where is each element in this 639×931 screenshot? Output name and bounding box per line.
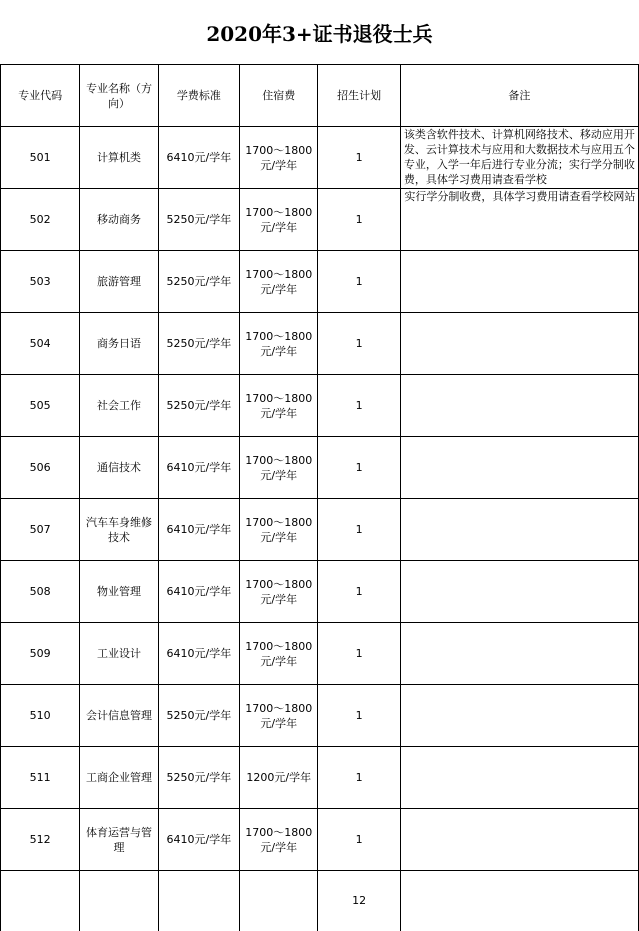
cell-code: 502 xyxy=(1,189,80,251)
empty-cell xyxy=(80,871,158,931)
table-row xyxy=(1,499,639,561)
total-plan: 12 xyxy=(318,871,400,931)
cell-code: 512 xyxy=(1,809,80,871)
table-row xyxy=(1,189,639,251)
cell-notes xyxy=(400,685,638,747)
cell-code: 501 xyxy=(1,127,80,189)
cell-code: 506 xyxy=(1,437,80,499)
table-row xyxy=(1,623,639,685)
cell-plan: 1 xyxy=(318,623,400,685)
cell-name: 计算机类 xyxy=(80,127,158,189)
cell-notes xyxy=(400,561,638,623)
header-name: 专业名称（方向） xyxy=(80,65,158,127)
cell-notes xyxy=(400,499,638,561)
table-row xyxy=(1,561,639,623)
cell-notes xyxy=(400,313,638,375)
cell-lodging: 1700～1800元/学年 xyxy=(240,437,318,499)
cell-code: 509 xyxy=(1,623,80,685)
cell-tuition: 6410元/学年 xyxy=(158,809,239,871)
header-row xyxy=(1,65,639,127)
cell-lodging: 1700～1800元/学年 xyxy=(240,685,318,747)
cell-name: 移动商务 xyxy=(80,189,158,251)
cell-notes: 该类含软件技术、计算机网络技术、移动应用开发、云计算技术与应用和大数据技术与应用五个专业，入学一年后进行专业分流；实行学分制收费，具体学习费用请查看学校 xyxy=(400,127,638,189)
cell-code: 511 xyxy=(1,747,80,809)
cell-plan: 1 xyxy=(318,251,400,313)
cell-tuition: 5250元/学年 xyxy=(158,375,239,437)
cell-lodging: 1700～1800元/学年 xyxy=(240,189,318,251)
table-row xyxy=(1,747,639,809)
cell-lodging: 1700～1800元/学年 xyxy=(240,127,318,189)
cell-notes xyxy=(400,375,638,437)
cell-plan: 1 xyxy=(318,375,400,437)
cell-tuition: 5250元/学年 xyxy=(158,189,239,251)
cell-plan: 1 xyxy=(318,685,400,747)
enrollment-table xyxy=(0,64,639,931)
page-title: 2020年3+证书退役士兵 xyxy=(206,21,433,46)
cell-name: 体育运营与管理 xyxy=(80,809,158,871)
cell-name: 通信技术 xyxy=(80,437,158,499)
cell-tuition: 5250元/学年 xyxy=(158,251,239,313)
cell-code: 508 xyxy=(1,561,80,623)
table-row xyxy=(1,251,639,313)
cell-name: 商务日语 xyxy=(80,313,158,375)
cell-tuition: 5250元/学年 xyxy=(158,747,239,809)
cell-lodging: 1700～1800元/学年 xyxy=(240,375,318,437)
cell-name: 会计信息管理 xyxy=(80,685,158,747)
cell-lodging: 1200元/学年 xyxy=(240,747,318,809)
cell-name: 工商企业管理 xyxy=(80,747,158,809)
cell-name: 物业管理 xyxy=(80,561,158,623)
cell-name: 旅游管理 xyxy=(80,251,158,313)
total-row xyxy=(1,871,639,931)
cell-tuition: 5250元/学年 xyxy=(158,313,239,375)
cell-tuition: 6410元/学年 xyxy=(158,499,239,561)
cell-code: 507 xyxy=(1,499,80,561)
cell-plan: 1 xyxy=(318,747,400,809)
table-row xyxy=(1,809,639,871)
cell-plan: 1 xyxy=(318,313,400,375)
cell-notes xyxy=(400,437,638,499)
cell-tuition: 6410元/学年 xyxy=(158,127,239,189)
table-row xyxy=(1,127,639,189)
cell-code: 505 xyxy=(1,375,80,437)
cell-name: 汽车车身维修技术 xyxy=(80,499,158,561)
table-row xyxy=(1,313,639,375)
header-plan: 招生计划 xyxy=(318,65,400,127)
empty-cell xyxy=(400,871,638,931)
cell-lodging: 1700～1800元/学年 xyxy=(240,313,318,375)
cell-notes xyxy=(400,251,638,313)
table-row xyxy=(1,375,639,437)
table-row xyxy=(1,437,639,499)
cell-plan: 1 xyxy=(318,809,400,871)
cell-tuition: 6410元/学年 xyxy=(158,623,239,685)
cell-name: 工业设计 xyxy=(80,623,158,685)
cell-lodging: 1700～1800元/学年 xyxy=(240,251,318,313)
cell-notes: 实行学分制收费，具体学习费用请查看学校网站 xyxy=(400,189,638,251)
cell-tuition: 6410元/学年 xyxy=(158,561,239,623)
cell-lodging: 1700～1800元/学年 xyxy=(240,561,318,623)
cell-lodging: 1700～1800元/学年 xyxy=(240,499,318,561)
empty-cell xyxy=(158,871,239,931)
cell-plan: 1 xyxy=(318,127,400,189)
cell-notes xyxy=(400,809,638,871)
cell-code: 503 xyxy=(1,251,80,313)
table-row xyxy=(1,685,639,747)
empty-cell xyxy=(1,871,80,931)
cell-notes xyxy=(400,747,638,809)
header-tuition: 学费标准 xyxy=(158,65,239,127)
cell-name: 社会工作 xyxy=(80,375,158,437)
header-notes: 备注 xyxy=(400,65,638,127)
cell-plan: 1 xyxy=(318,499,400,561)
empty-cell xyxy=(240,871,318,931)
header-code: 专业代码 xyxy=(1,65,80,127)
cell-notes xyxy=(400,623,638,685)
cell-code: 504 xyxy=(1,313,80,375)
cell-lodging: 1700～1800元/学年 xyxy=(240,809,318,871)
header-lodging: 住宿费 xyxy=(240,65,318,127)
cell-tuition: 6410元/学年 xyxy=(158,437,239,499)
cell-plan: 1 xyxy=(318,437,400,499)
cell-lodging: 1700～1800元/学年 xyxy=(240,623,318,685)
cell-code: 510 xyxy=(1,685,80,747)
cell-plan: 1 xyxy=(318,189,400,251)
cell-plan: 1 xyxy=(318,561,400,623)
cell-tuition: 5250元/学年 xyxy=(158,685,239,747)
